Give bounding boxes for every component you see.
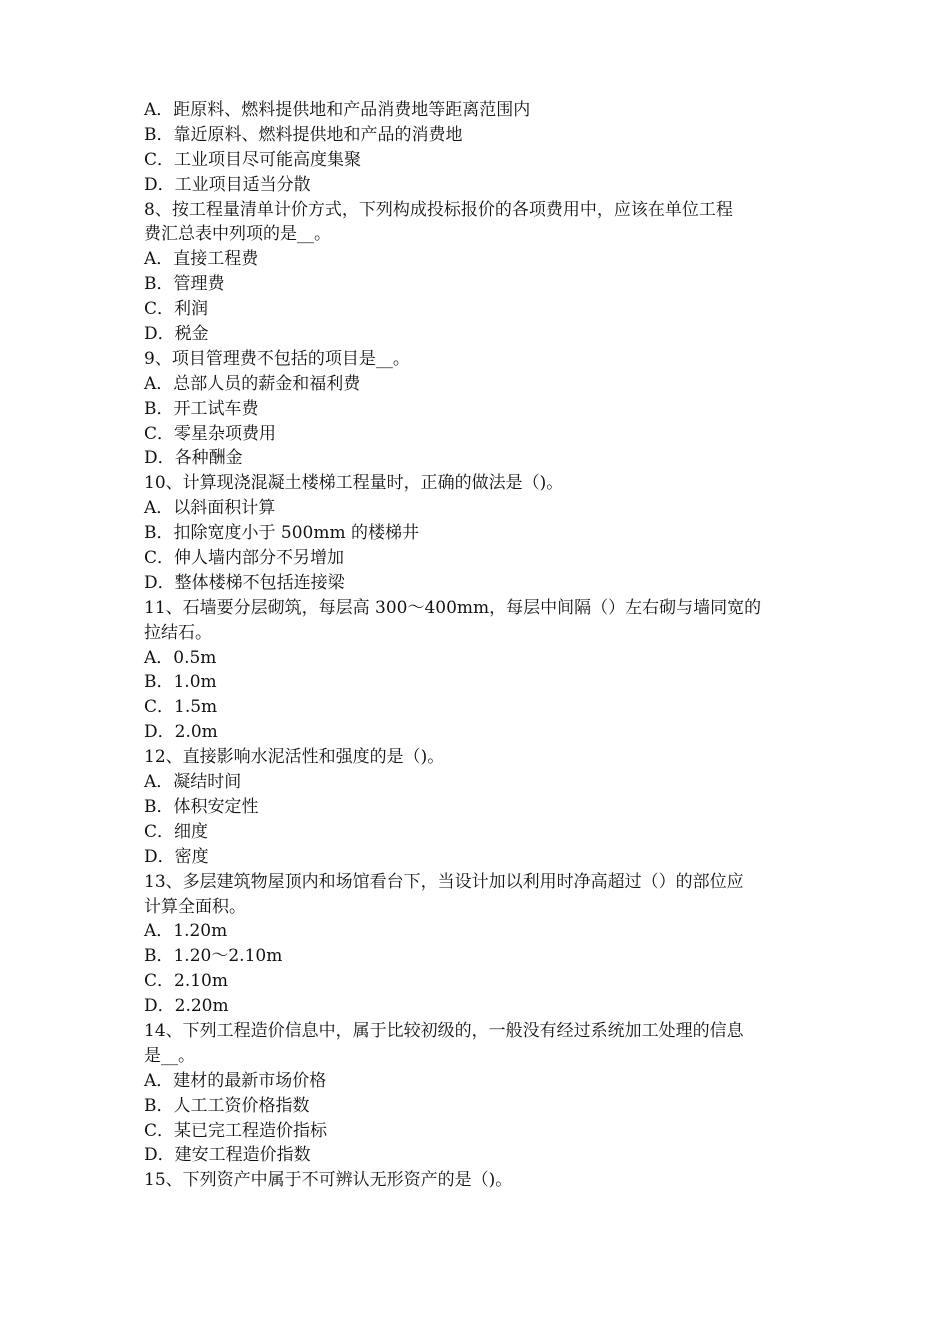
option-line: B．1.0m	[144, 672, 217, 693]
option-line: B．扣除宽度小于 500mm 的楼梯井	[144, 523, 419, 544]
question-11-line-1: 11、石墙要分层砌筑，每层高 300～400mm，每层中间隔（）左右砌与墙同宽的	[144, 597, 762, 618]
option-line: D．2.0m	[144, 722, 218, 743]
option-line: A．0.5m	[144, 647, 217, 668]
option-line: D．2.20m	[144, 996, 229, 1017]
question-9: 9、项目管理费不包括的项目是__。	[144, 348, 410, 369]
option-line: C．伸人墙内部分不另增加	[144, 548, 345, 569]
document-body	[144, 98, 824, 1193]
option-line: B．1.20～2.10m	[144, 946, 283, 967]
option-line: D．建安工程造价指数	[144, 1145, 311, 1166]
option-line: D．税金	[144, 324, 209, 345]
option-line: B．管理费	[144, 274, 225, 295]
question-15: 15、下列资产中属于不可辨认无形资产的是（)。	[144, 1170, 513, 1191]
question-8-line-2: 费汇总表中列项的是__。	[144, 224, 331, 245]
option-line: A．总部人员的薪金和福利费	[144, 373, 361, 394]
option-line: C．工业项目尽可能高度集聚	[144, 149, 362, 170]
option-line: C．零星杂项费用	[144, 423, 277, 444]
option-line: C．2.10m	[144, 971, 228, 992]
option-line: C．1.5m	[144, 697, 218, 718]
option-line: B．人工工资价格指数	[144, 1095, 310, 1116]
question-13-line-1: 13、多层建筑物屋顶内和场馆看台下，当设计加以利用时净高超过（）的部位应	[144, 871, 744, 892]
question-10: 10、计算现浇混凝土楼梯工程量时，正确的做法是（)。	[144, 473, 564, 494]
option-line: B．体积安定性	[144, 796, 259, 817]
question-8-line-1: 8、按工程量清单计价方式，下列构成投标报价的各项费用中，应该在单位工程	[144, 199, 733, 220]
option-line: D．整体楼梯不包括连接梁	[144, 572, 345, 593]
option-line: D．各种酬金	[144, 448, 243, 469]
option-line: A．建材的最新市场价格	[144, 1070, 327, 1091]
option-line: A．距原料、燃料提供地和产品消费地等距离范围内	[144, 100, 531, 120]
question-14-line-2: 是__。	[144, 1045, 195, 1066]
question-14-line-1: 14、下列工程造价信息中，属于比较初级的，一般没有经过系统加工处理的信息	[144, 1020, 744, 1041]
option-line: B．靠近原料、燃料提供地和产品的消费地	[144, 124, 463, 145]
question-13-line-2: 计算全面积。	[144, 896, 246, 917]
option-line: A．1.20m	[144, 921, 228, 942]
question-11-line-2: 拉结石。	[144, 622, 212, 643]
question-12: 12、直接影响水泥活性和强度的是（)。	[144, 747, 445, 768]
option-line: A．凝结时间	[144, 772, 242, 793]
option-line: C．某已完工程造价指标	[144, 1120, 328, 1141]
option-line: A．以斜面积计算	[144, 498, 276, 519]
option-line: C．利润	[144, 299, 209, 320]
option-line: B．开工试车费	[144, 398, 259, 419]
option-line: D．密度	[144, 846, 209, 867]
option-line: C．细度	[144, 821, 209, 842]
option-line: D．工业项目适当分散	[144, 174, 311, 195]
option-line: A．直接工程费	[144, 249, 259, 270]
